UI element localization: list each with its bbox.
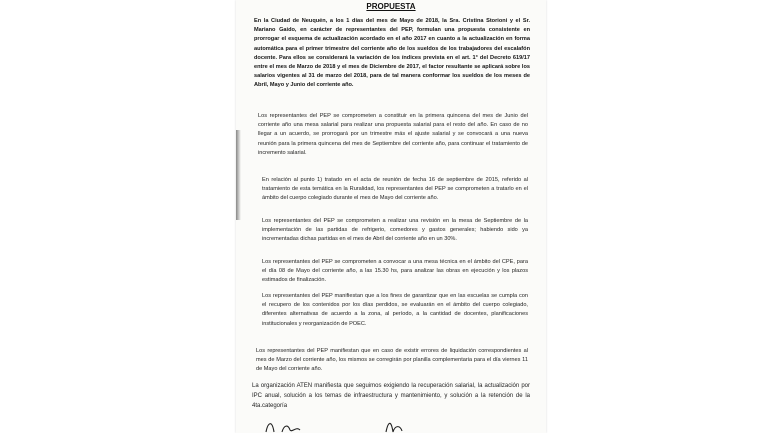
paragraph-technical-table: Los representantes del PEP se comprometen a convocar a una mesa técnica en el ámbito del CPE, para el día 08 de Mayo del corriente año, a las 15.30 hs, para analizar las obras en ejecución y los plazos estimados de finalización. [262,259,528,284]
paragraph-intro: En la Ciudad de Neuquén, a los 1 días del mes de Mayo de 2018, la Sra. Cristina Storioni y el Sr. Mariano Gaido, en carácter de representantes del PEP, formulan una propuesta consistente en prorrogar el esquema de actualización acordado en el año 2017 en cuanto a la actualización en forma automática para el primer trimestre del corriente año de los sueldos de los trabajadores del escalafón docente. Para ellos se considerará la variación de los índices prevista en el art. 1° del Decreto 619/17 entre el mes de Marzo de 2018 y el mes de Diciembre de 2017, el factor resultante se aplicará sobre los salarios vigentes al 31 de marzo del 2018, para de tal manera conformar los sueldos de los meses de Abril, Mayo y Junio del corriente año. [254,18,530,89]
scan-edge-shadow [236,130,241,220]
paragraph-content-recovery: Los representantes del PEP manifiestan que a los fines de garantizar que en las escuelas se cumpla con el recupero de los contenidos por los días perdidos, se evaluarán en el ámbito del cuerpo colegiado, diferentes alternativas de acuerdo a la zona, al período, a la cantidad de docentes, planificaciones institucionales y reorganización de POEC. [262,293,528,327]
signature-scribble [260,416,410,433]
document-title: PROPUESTA [366,2,416,11]
paragraph-rurality: En relación al punto 1) tratado en el acta de reunión de fecha 16 de septiembre de 2015, referido al tratamiento de esta temática en la Ruralidad, los representantes del PEP se comprometen a tratarlo en el ámbito del cuerpo colegiado durante el mes de Mayo del corriente año. [262,177,528,202]
document-page [236,0,546,433]
paragraph-refreshments: Los representantes del PEP se comprometen a realizar una revisión en la mesa de Septiembre de la implementación de las partidas de refrigerio, comedores y gastos generales; habiendo sido ya incrementadas dichas partidas en el mes de Abril del corriente año en un 30%. [262,218,528,243]
paragraph-salary-table: Los representantes del PEP se comprometen a constituir en la primera quincena del mes de Junio del corriente año una mesa salarial para realizar una propuesta salarial para el resto del año. En caso de no llegar a un acuerdo, se prorrogará por un trimestre más el ajuste salarial y se convocará a una nueva reunión para la primera quincena del mes de Septiembre del corriente año, para continuar el tratamiento de incremento salarial. [258,113,528,156]
paragraph-aten-statement: La organización ATEN manifiesta que seguimos exigiendo la recuperación salarial, la actualización por IPC anual, solución a los temas de infraestructura y mantenimiento, y solución a la retención de la 4ta.categoría [252,383,530,409]
paragraph-liquidation-errors: Los representantes del PEP manifiestan que en caso de existir errores de liquidación correspondientes al mes de Marzo del corriente año, los mismos se corregirán por planilla complementaria para el día viernes 11 de Mayo del corriente año. [256,348,528,373]
